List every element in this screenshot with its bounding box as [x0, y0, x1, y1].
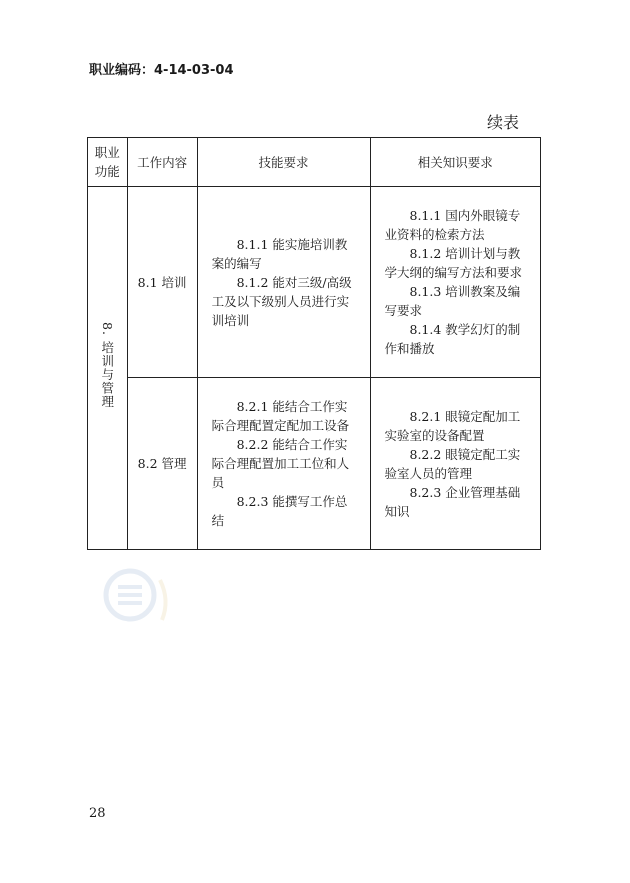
- occupation-code: 职业编码：4-14-03-04: [89, 63, 234, 78]
- skills-cell: [197, 187, 370, 378]
- skill-item: 8.2.2 能结合工作实际合理配置加工工位和人员: [211, 437, 350, 490]
- skill-item: 8.1.2 能对三级/高级工及以下级别人员进行实训培训: [211, 274, 352, 328]
- page-number: 28: [89, 806, 106, 821]
- table-header-row: [88, 138, 541, 187]
- knowledge-item: 8.1.4 教学幻灯的制作和播放: [384, 322, 521, 356]
- skill-item: 8.2.3 能撰写工作总结: [211, 494, 348, 528]
- col-header-work: 工作内容: [127, 138, 197, 187]
- col-header-function: 职业功能: [88, 138, 128, 187]
- skill-item: 8.2.1 能结合工作实际合理配置定配加工设备: [211, 399, 350, 433]
- knowledge-item: 8.1.3 培训教案及编写要求: [384, 284, 521, 318]
- col-header-skills: 技能要求: [197, 138, 370, 187]
- knowledge-item: 8.2.3 企业管理基础知识: [384, 484, 521, 519]
- work-cell: 8.1 培训: [127, 187, 197, 378]
- skills-cell: [197, 378, 370, 550]
- table-row: [88, 378, 541, 550]
- knowledge-item: 8.2.2 眼镜定配工实验室人员的管理: [384, 446, 521, 481]
- skill-requirements-table: [87, 137, 541, 550]
- knowledge-cell: [370, 378, 541, 550]
- table-row: [88, 187, 541, 378]
- skill-item: 8.1.1 能实施培训教案的编写: [211, 236, 348, 271]
- col-header-knowledge: 相关知识要求: [370, 138, 541, 187]
- publisher-logo-watermark-icon: [100, 560, 190, 630]
- continued-label: 续表: [487, 113, 520, 132]
- function-cell: [88, 187, 128, 550]
- knowledge-cell: [370, 187, 541, 378]
- knowledge-item: 8.1.1 国内外眼镜专业资料的检索方法: [384, 208, 521, 242]
- function-label: 8. 培训与管理: [99, 322, 115, 409]
- knowledge-item: 8.1.2 培训计划与教学大纲的编写方法和要求: [384, 246, 523, 280]
- work-cell: 8.2 管理: [127, 378, 197, 550]
- knowledge-item: 8.2.1 眼镜定配加工实验室的设备配置: [384, 408, 521, 443]
